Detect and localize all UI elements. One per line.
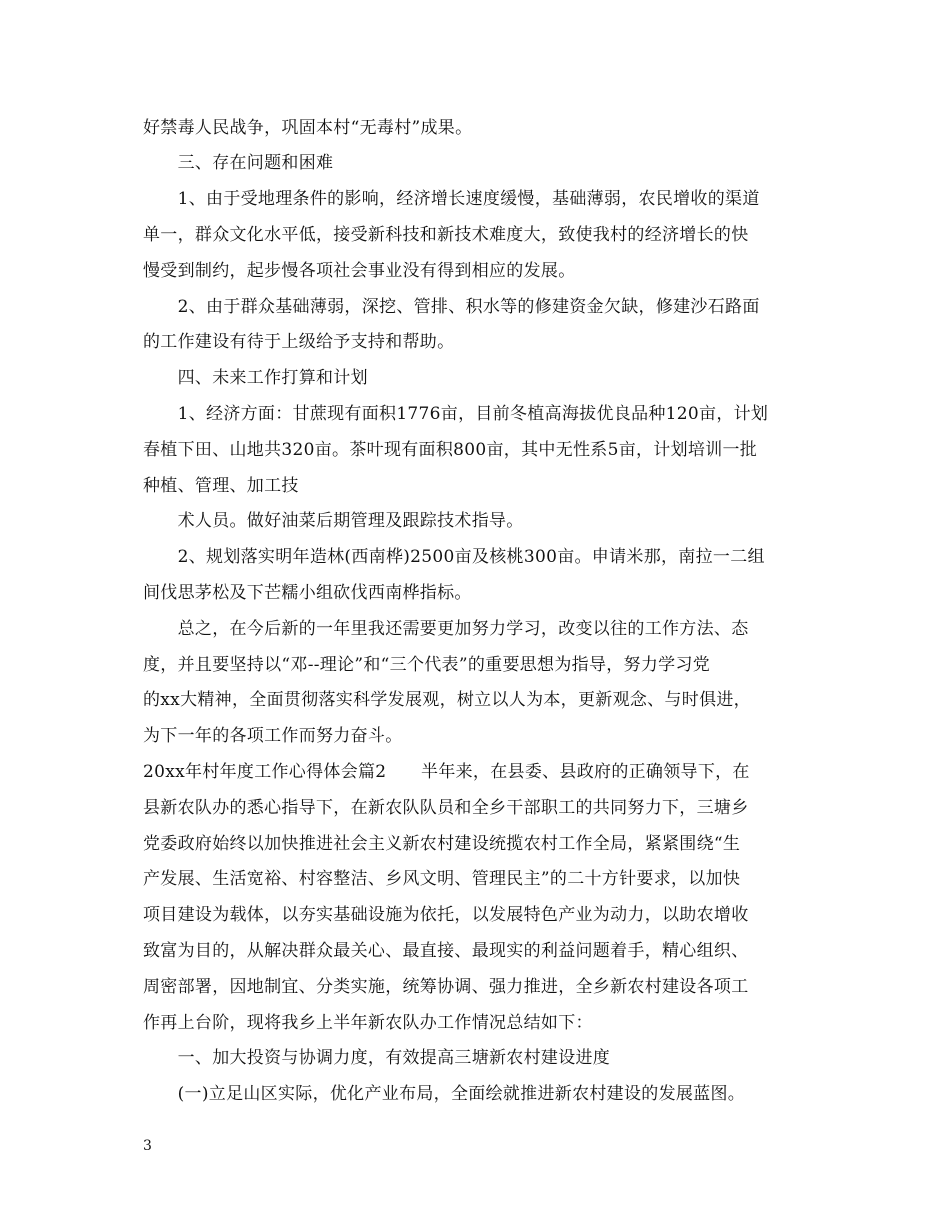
text-line: 种植、管理、加工技 (143, 476, 299, 496)
text-line: 作再上台阶，现将我乡上半年新农队办工作情况总结如下： (143, 1013, 593, 1033)
page-number: 3 (143, 1138, 152, 1154)
text-line: 1、由于受地理条件的影响，经济增长速度缓慢，基础薄弱，农民增收的渠道 (143, 189, 760, 209)
text-line: 一、加大投资与协调力度，有效提高三塘新农村建设进度 (143, 1048, 611, 1068)
text-line: 的xx大精神，全面贯彻落实科学发展观，树立以人为本，更新观念、与时俱进， (143, 690, 751, 710)
text-line: 2、规划落实明年造林(西南桦)2500亩及核桃300亩。申请米那，南拉一二组 (143, 547, 765, 567)
text-line: 项目建设为载体，以夯实基础设施为依托，以发展特色产业为动力，以助农增收 (143, 905, 749, 925)
text-line: 度，并且要坚持以“邓--理论”和“三个代表”的重要思想为指导，努力学习党 (143, 655, 711, 675)
text-line: 2、由于群众基础薄弱，深挖、管排、积水等的修建资金欠缺，修建沙石路面 (143, 297, 760, 317)
text-line: 产发展、生活宽裕、村容整洁、乡风文明、管理民主”的二十方针要求，以加快 (143, 869, 741, 889)
text-line: 总之，在今后新的一年里我还需要更加努力学习，改变以往的工作方法、态 (143, 619, 749, 639)
text-line: 1、经济方面：甘蔗现有面积1776亩，目前冬植高海拔优良品种120亩，计划 (143, 404, 769, 424)
text-line: 慢受到制约，起步慢各项社会事业没有得到相应的发展。 (143, 261, 576, 281)
text-line: 的工作建设有待于上级给予支持和帮助。 (143, 332, 455, 352)
text-line: 致富为目的，从解决群众最关心、最直接、最现实的利益问题着手，精心组织、 (143, 941, 749, 961)
text-line: 县新农队办的悉心指导下，在新农队队员和全乡干部职工的共同努力下，三塘乡 (143, 798, 749, 818)
text-line: 四、未来工作打算和计划 (143, 368, 368, 388)
text-line: 党委政府始终以加快推进社会主义新农村建设统揽农村工作全局，紧紧围绕“生 (143, 834, 741, 854)
text-line: 三、存在问题和困难 (143, 153, 334, 173)
text-line: 单一，群众文化水平低，接受新科技和新技术难度大，致使我村的经济增长的快 (143, 225, 749, 245)
text-line: 为下一年的各项工作而努力奋斗。 (143, 726, 403, 746)
text-line: 春植下田、山地共320亩。茶叶现有面积800亩，其中无性系5亩，计划培训一批 (143, 440, 758, 460)
text-line: (一)立足山区实际，优化产业布局，全面绘就推进新农村建设的发展蓝图。 (143, 1084, 746, 1104)
text-line: 周密部署，因地制宜、分类实施，统筹协调、强力推进，全乡新农村建设各项工 (143, 977, 749, 997)
text-line: 术人员。做好油菜后期管理及跟踪技术指导。 (143, 511, 524, 531)
text-line: 好禁毒人民战争，巩固本村“无毒村”成果。 (143, 118, 473, 138)
section-heading: 20xx年村年度工作心得体会篇2 半年来，在县委、县政府的正确领导下，在 (143, 762, 750, 782)
text-line: 间伐思茅松及下芒糯小组砍伐西南桦指标。 (143, 583, 472, 603)
